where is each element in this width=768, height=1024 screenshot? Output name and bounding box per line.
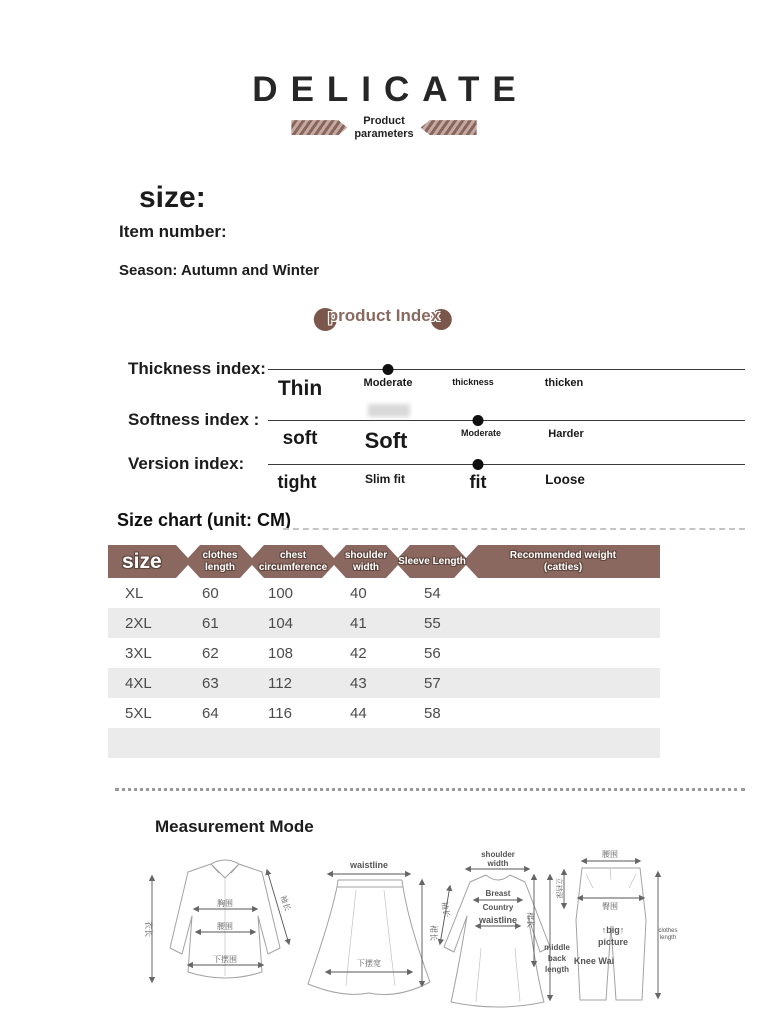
shirt-hem-label: 下摆围 — [213, 955, 237, 964]
version-index-row — [0, 452, 768, 500]
cell-weight — [466, 668, 660, 698]
cell-size: 5XL — [125, 704, 152, 722]
cell-shoulder: 43 — [350, 674, 367, 692]
cell-sleeve — [398, 728, 466, 758]
cell-clothes-length: 64 — [202, 704, 219, 722]
brand-name: DELICATE — [252, 70, 529, 109]
size-chart-header-row — [108, 545, 660, 578]
dress-back-length-label-3: length — [545, 965, 569, 974]
thickness-index-label: Thickness index: — [128, 359, 266, 378]
dress-breast-label-1: Breast — [485, 889, 511, 898]
table-row-3xl — [108, 638, 660, 668]
cell-chest: 100 — [268, 584, 294, 602]
thickness-option-thickness: thickness — [452, 377, 494, 387]
softness-option-moderate: Moderate — [460, 428, 502, 438]
item-number-label: Item number: — [119, 222, 227, 241]
version-option-fit: fit — [469, 472, 487, 492]
cell-size: XL — [125, 584, 144, 602]
cell-chest — [252, 728, 334, 758]
size-chart-heading: Size chart (unit: CM) — [117, 510, 291, 530]
cell-chest: 116 — [268, 704, 292, 722]
cell-shoulder — [334, 728, 398, 758]
cell-weight — [466, 698, 660, 728]
dress-back-length-label-1: middle — [544, 943, 570, 952]
cell-weight — [466, 728, 660, 758]
pants-big-label-2: picture — [597, 937, 629, 947]
pants-knee-label: Knee Wai — [573, 956, 615, 966]
skirt-outline — [308, 880, 430, 995]
measurement-mode-heading: Measurement Mode — [155, 817, 314, 836]
thickness-option-thicken: thicken — [544, 377, 584, 389]
cell-shoulder: 41 — [350, 614, 367, 632]
version-option-loose: Loose — [545, 472, 585, 487]
size-heading: size: — [139, 181, 206, 214]
skirt-diagram — [298, 858, 440, 1008]
skirt-length-label: 裙长 — [429, 925, 438, 941]
cell-shoulder: 42 — [350, 644, 367, 662]
header-shoulder-width: shoulder width — [344, 550, 388, 573]
header-chest-circumference: chest circumference — [258, 550, 328, 573]
cell-size — [108, 728, 188, 758]
cell-weight — [466, 578, 660, 608]
size-chart-table — [108, 545, 660, 758]
version-option-tight: tight — [277, 472, 317, 492]
cell-clothes-length: 60 — [202, 584, 219, 602]
cell-weight — [466, 638, 660, 668]
cell-chest: 108 — [268, 644, 294, 662]
pants-diagram — [552, 848, 680, 1014]
cell-sleeve: 54 — [424, 584, 441, 602]
ribbon-caption — [354, 115, 413, 140]
thickness-option-thin: Thin — [277, 377, 323, 400]
shirt-sleeve-label: 袖长 — [278, 894, 293, 913]
softness-index-label: Softness index : — [128, 410, 260, 429]
cell-sleeve: 55 — [424, 614, 441, 632]
cell-sleeve: 56 — [424, 644, 441, 662]
logo-ribbon — [0, 115, 768, 140]
dress-skirt-length-label: 裙长 — [526, 912, 535, 928]
softness-index-row — [0, 408, 768, 456]
cell-clothes-length — [188, 728, 252, 758]
softness-option-harder: Harder — [548, 428, 584, 440]
cell-shoulder: 40 — [350, 584, 367, 602]
version-index-label: Version index: — [128, 454, 245, 473]
table-row-2xl — [108, 608, 660, 638]
version-slider-thumb — [473, 459, 484, 470]
cell-sleeve: 58 — [424, 704, 441, 722]
version-slider-track — [268, 464, 745, 492]
softness-option-soft-1: soft — [282, 428, 318, 449]
shirt-length-label: 衣长 — [144, 921, 153, 937]
skirt-hem-width-label: 下摆宽 — [357, 959, 381, 968]
cell-clothes-length: 63 — [202, 674, 219, 692]
dress-back-length-label-2: back — [547, 954, 567, 963]
ribbon-caption-line1: Product — [363, 115, 405, 127]
header-clothes-length: clothes length — [202, 550, 238, 573]
pants-crotch-label: 立裆深 — [555, 877, 562, 899]
thickness-slider-thumb — [383, 364, 394, 375]
thickness-index-row — [0, 357, 768, 405]
dashed-divider — [283, 528, 745, 530]
dress-shoulder-label-1: shoulder — [481, 850, 515, 859]
pants-hip-label: 臀围 — [602, 902, 618, 911]
shirt-diagram — [138, 852, 313, 1010]
dotted-divider — [115, 788, 745, 791]
header-size: size — [122, 549, 162, 573]
season-label: Season: Autumn and Winter — [119, 262, 320, 279]
cell-shoulder: 44 — [350, 704, 367, 722]
softness-slider-thumb — [473, 415, 484, 426]
table-row-4xl — [108, 668, 660, 698]
cell-sleeve: 57 — [424, 674, 441, 692]
cell-clothes-length: 61 — [202, 614, 219, 632]
shirt-chest-label: 胸围 — [217, 899, 233, 908]
cell-size: 2XL — [125, 614, 152, 632]
pants-length-label-2: length — [659, 935, 677, 941]
dress-waistline-label: waistline — [478, 915, 518, 925]
ribbon-caption-line2: parameters — [354, 127, 414, 140]
softness-slider-track — [268, 420, 745, 453]
cell-size: 3XL — [125, 644, 152, 662]
version-option-slimfit: Slim fit — [364, 472, 406, 486]
header-sleeve-length: Sleeve Length — [398, 555, 466, 567]
softness-option-soft-2: Soft — [364, 428, 408, 453]
ribbon-arrow-left-icon — [291, 120, 347, 135]
dress-sleeve-label: 袖长 — [439, 900, 452, 919]
skirt-measure-arrows — [326, 874, 422, 986]
table-row-empty — [108, 728, 660, 758]
badge-text: product Index — [327, 306, 441, 325]
skirt-waistline-label: waistline — [349, 860, 389, 870]
cell-clothes-length: 62 — [202, 644, 219, 662]
product-index-badge — [320, 306, 448, 334]
cell-chest: 104 — [268, 614, 294, 632]
thickness-option-moderate: Moderate — [363, 377, 413, 389]
table-row-5xl — [108, 698, 660, 728]
pants-big-label-1: ↑big↑ — [601, 925, 625, 935]
logo-block — [0, 70, 768, 140]
cell-weight — [466, 608, 660, 638]
cell-chest: 112 — [268, 674, 292, 692]
dress-breast-label-2: Country — [482, 903, 514, 912]
ribbon-arrow-right-icon — [421, 120, 477, 135]
cell-size: 4XL — [125, 674, 152, 692]
pants-waist-label: 腰围 — [602, 850, 618, 859]
shirt-waist-label: 腰围 — [217, 922, 233, 931]
pants-length-label-1: clothes — [658, 928, 678, 934]
table-row-xl — [108, 578, 660, 608]
header-recommended-weight: Recommended weight (catties) — [509, 550, 617, 573]
dress-shoulder-label-2: width — [487, 859, 509, 868]
thickness-slider-track — [268, 369, 745, 400]
